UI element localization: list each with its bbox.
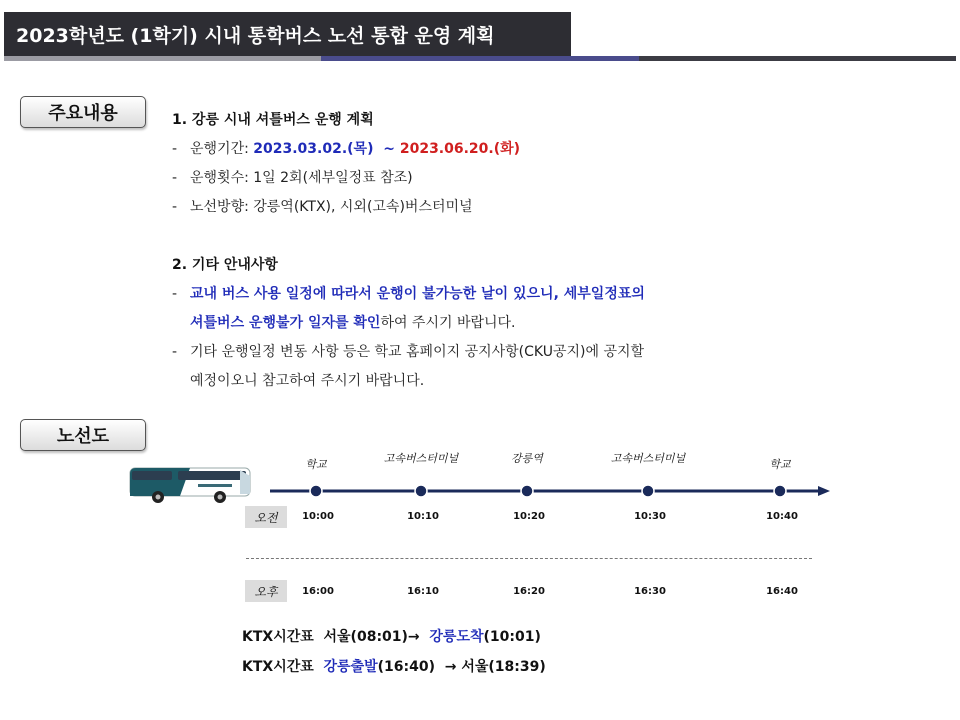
pm-departure-time: 16:00 <box>302 586 334 597</box>
note-2-line-1: 기타 운행일정 변동 사항 등은 학교 홈페이지 공지사항(CKU공지)에 공지할 <box>190 344 645 360</box>
ktx-schedule-1 <box>242 626 541 646</box>
ktx-2-prefix: KTX시간표 <box>242 659 324 675</box>
note-1: - 교내 버스 사용 일정에 따라서 운행이 불가능한 날이 있으니, 세부일정표의 <box>172 286 645 302</box>
am-departure-time: 10:40 <box>766 511 798 522</box>
pm-departure-time: 16:30 <box>634 586 666 597</box>
ktx-schedule-2 <box>242 656 546 676</box>
pm-departure-time: 16:10 <box>407 586 439 597</box>
section-label-main: 주요내용 <box>20 96 146 128</box>
route-stop-label: 고속버스터미널 <box>610 452 686 465</box>
period-start: 2023.03.02.(목) <box>253 141 374 157</box>
main-content <box>172 106 772 396</box>
title-underline-middle <box>321 56 639 61</box>
plan-direction: - 노선방향: 강릉역(KTX), 시외(고속)버스터미널 <box>172 199 473 215</box>
period-end: 2023.06.20.(화) <box>399 141 521 157</box>
ktx-1-prefix: KTX시간표 서울(08:01)→ <box>242 629 430 645</box>
ktx-1-highlight: 강릉도착 <box>429 629 484 645</box>
am-period-label: 오전 <box>245 506 287 528</box>
note-1-line-1: 교내 버스 사용 일정에 따라서 운행이 불가능한 날이 있으니, 세부일정표의 <box>190 286 645 302</box>
bus-icon <box>128 464 254 504</box>
plan-count: - 운행횟수: 1일 2회(세부일정표 참조) <box>172 170 413 186</box>
route-stop-dot <box>774 485 786 497</box>
period-separator: ~ <box>373 141 400 157</box>
page-title: 2023학년도 (1학기) 시내 통학버스 노선 통합 운영 계획 <box>4 12 571 56</box>
note-1-line-2-bold: 셔틀버스 운행불가 일자를 확인 <box>190 315 381 331</box>
pm-departure-time: 16:40 <box>766 586 798 597</box>
route-stop-dot <box>310 485 322 497</box>
note-2: - 기타 운행일정 변동 사항 등은 학교 홈페이지 공지사항(CKU공지)에 공지할 <box>172 344 645 360</box>
notes-heading: 2. 기타 안내사항 <box>172 257 278 273</box>
ktx-2-highlight: 강릉출발 <box>323 659 378 675</box>
route-stop-label: 학교 <box>305 458 327 471</box>
ktx-1-suffix: (10:01) <box>483 629 541 645</box>
am-departure-time: 10:20 <box>513 511 545 522</box>
route-stop-dot <box>642 485 654 497</box>
title-underline-left <box>4 56 321 61</box>
route-stop-dot <box>521 485 533 497</box>
route-stop-label: 강릉역 <box>511 452 543 465</box>
note-1-line-2-rest: 하여 주시기 바랍니다. <box>380 315 516 331</box>
title-underline-right <box>639 56 956 61</box>
plan-period: - 운행기간: 2023.03.02.(목) ~ 2023.06.20.(화) <box>172 141 521 157</box>
am-departure-time: 10:30 <box>634 511 666 522</box>
plan-direction-text: 노선방향: 강릉역(KTX), 시외(고속)버스터미널 <box>190 199 473 215</box>
note-2-cont <box>172 367 772 396</box>
plan-count-text: 운행횟수: 1일 2회(세부일정표 참조) <box>190 170 413 186</box>
period-label: 운행기간: <box>190 141 254 157</box>
route-stop-label: 학교 <box>769 458 791 471</box>
am-departure-time: 10:00 <box>302 511 334 522</box>
am-departure-time: 10:10 <box>407 511 439 522</box>
plan-heading: 1. 강릉 시내 셔틀버스 운행 계획 <box>172 112 374 128</box>
route-stop-label: 고속버스터미널 <box>383 452 459 465</box>
schedule-divider <box>246 558 812 559</box>
pm-period-label: 오후 <box>245 580 287 602</box>
route-stop-dot <box>415 485 427 497</box>
section-label-route: 노선도 <box>20 419 146 451</box>
ktx-2-suffix: (16:40) → 서울(18:39) <box>377 659 546 675</box>
note-2-line-2: 예정이오니 참고하여 주시기 바랍니다. <box>190 373 425 389</box>
pm-departure-time: 16:20 <box>513 586 545 597</box>
note-1-cont <box>172 309 772 338</box>
